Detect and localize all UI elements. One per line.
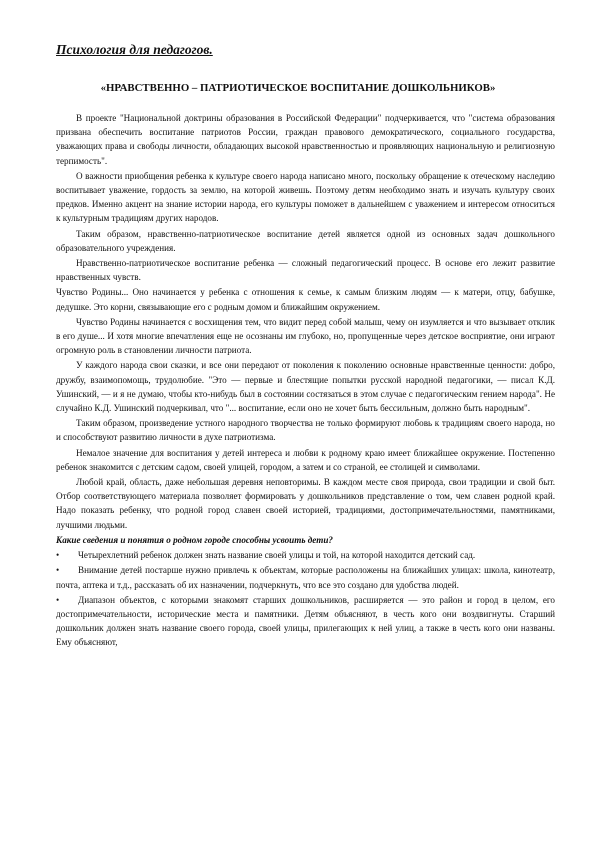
- bullet-text: Внимание детей постарше нужно привлечь к объектам, которые расположены на ближайших улицах: школа, кинотеатр, почта, аптека и т.д., рассказать об их назначении, подчеркнуть, что все это создано для удобства людей.: [56, 565, 555, 590]
- paragraph: Таким образом, произведение устного народного творчества не только формируют любовь к традициям своего народа, но и способствуют развитию личности в духе патриотизма.: [56, 418, 555, 443]
- paragraph: Нравственно-патриотическое воспитание ребенка — сложный педагогический процесс. В основе его лежит развитие нравственных чувств.: [56, 258, 555, 283]
- paragraph: В проекте "Национальной доктрины образования в Российской Федерации" подчеркивается, что "система образования призвана обеспечить воспитание патриотов России, граждан правового демократического, социального государства, уважающих права и свободы личности, обладающих высокой нравственностью и проявляющих национальную и религиозную терпимость".: [56, 113, 555, 166]
- bullet-item: [56, 548, 555, 562]
- bullet-item: [56, 563, 555, 591]
- bullet-item: [56, 593, 555, 650]
- document-body: [56, 111, 555, 651]
- document-title: «НРАВСТВЕННО – ПАТРИОТИЧЕСКОЕ ВОСПИТАНИЕ ДОШКОЛЬНИКОВ»: [100, 82, 496, 94]
- page-header: Психология для педагогов.: [56, 42, 213, 57]
- bullet-text: Четырехлетний ребенок должен знать название своей улицы и той, на которой находится детский сад.: [78, 550, 476, 561]
- section-question: Какие сведения и понятия о родном городе способны усвоить дети?: [56, 534, 333, 545]
- bullet-text: Диапазон объектов, с которыми знакомят старших дошкольников, расширяется — это район и город в целом, его достопримечательности, исторические места и памятники. Детям объясняют, в честь кого они воздвигнуты. Старший дошкольник должен знать название своего города, своей улицы, прилегающих к ней улиц, а также в честь кого они названы. Ему объясняют,: [56, 594, 555, 648]
- paragraph: У каждого народа свои сказки, и все они передают от поколения к поколению основные нравственные ценности: добро, дружбу, взаимопомощь, трудолюбие. "Это — первые и блестящие попытки русской народной педагогики, — писал К.Д. Ушинский, — и я не думаю, чтобы кто-нибудь был в состоянии состязаться в этом случае с педагогическим гением народа". Не случайно К.Д. Ушинский подчеркивал, что "... воспитание, если оно не хочет быть бессильным, должно быть народным".: [56, 360, 555, 414]
- paragraph: Таким образом, нравственно-патриотическое воспитание детей является одной из основных задач дошкольного образовательного учреждения.: [56, 228, 555, 253]
- bullet-icon: •: [56, 550, 60, 561]
- paragraph: Немалое значение для воспитания у детей интереса и любви к родному краю имеет ближайшее окружение. Постепенно ребенок знакомится с детским садом, своей улицей, городом, а затем и со страной, ее столицей и символами.: [56, 447, 555, 472]
- paragraph: Чувство Родины... Оно начинается у ребенка с отношения к семье, к самым близким людям — к матери, отцу, бабушке, дедушке. Это корни, связывающие его с родным домом и ближайшим окружением.: [56, 287, 555, 312]
- paragraph: Любой край, область, даже небольшая деревня неповторимы. В каждом месте своя природа, свои традиции и свой быт. Отбор соответствующего материала позволяет формировать у дошкольников представление о том, чем славен родной край. Надо показать ребенку, что родной город славен своей историей, традициями, достопримечательностями, памятниками, лучшими людьми.: [56, 477, 555, 530]
- bullet-icon: •: [56, 594, 60, 605]
- paragraph: О важности приобщения ребенка к культуре своего народа написано много, поскольку обращение к отеческому наследию воспитывает уважение, гордость за землю, на которой живешь. Поэтому детям необходимо знать и изучать культуру своих предков. Именно акцент на знание истории народа, его культуры поможет в дальнейшем с уважением и интересом относиться к культурным традициям других народов.: [56, 170, 555, 224]
- paragraph: Чувство Родины начинается с восхищения тем, что видит перед собой малыш, чему он изумляется и что вызывает отклик в его душе... И хотя многие впечатления еще не осознаны им глубоко, но, пропущенные через детское восприятие, они играют огромную роль в становлении личности патриота.: [56, 316, 555, 356]
- bullet-icon: •: [56, 565, 60, 576]
